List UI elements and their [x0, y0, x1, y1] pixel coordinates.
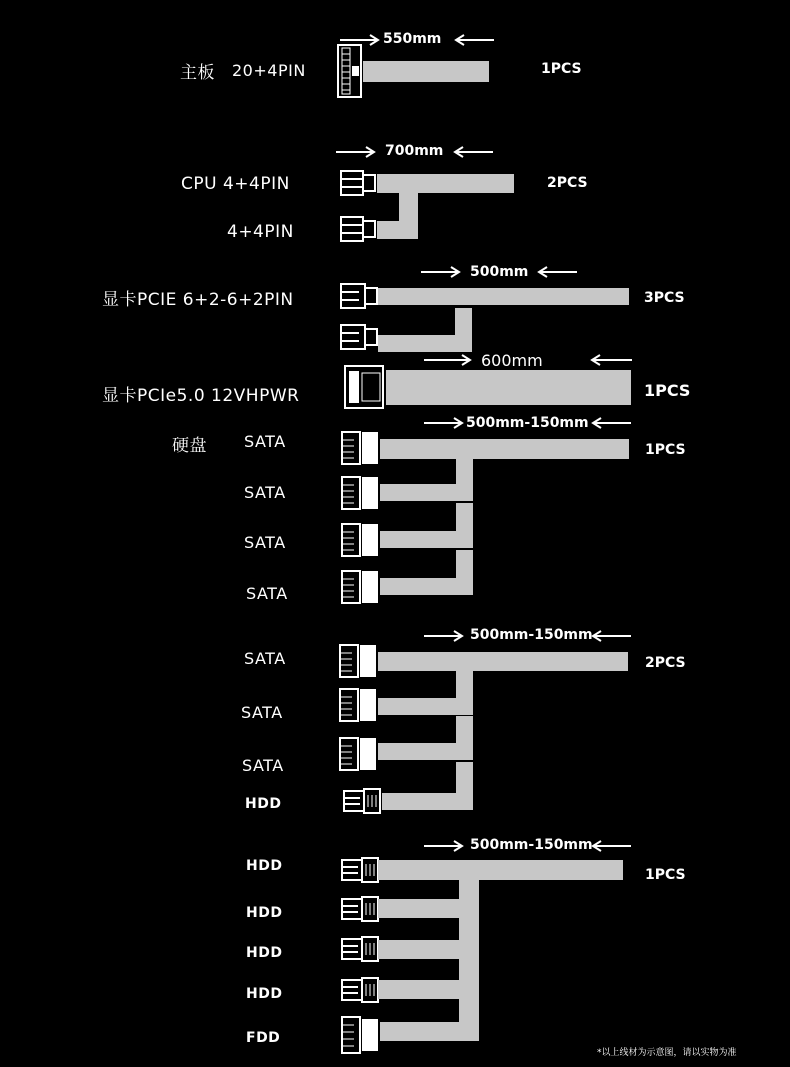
hdd-label: HDD — [246, 986, 283, 1002]
sata2-length: 500mm-150mm — [470, 627, 593, 643]
hdd-label: HDD — [246, 905, 283, 921]
sata-label: SATA — [242, 756, 284, 775]
sata-connector-icon — [340, 475, 380, 511]
molex-connector-icon — [340, 895, 380, 923]
arrow-right-icon — [336, 146, 376, 158]
pcie-8pin-connector-icon — [339, 282, 379, 310]
arrow-right-icon — [424, 417, 464, 429]
sata1-length: 500mm-150mm — [466, 415, 589, 431]
hdd-length: 500mm-150mm — [470, 837, 593, 853]
fdd-cable — [380, 1022, 479, 1041]
hdd-label: HDD — [246, 858, 283, 874]
sata2-cable — [378, 698, 473, 715]
cpu-cable — [377, 174, 514, 193]
arrow-right-icon — [424, 840, 464, 852]
arrow-left-icon — [456, 34, 494, 46]
sata2-hdd-cable — [382, 793, 473, 810]
sata2-quantity: 2PCS — [645, 655, 686, 671]
fdd-label: FDD — [246, 1030, 281, 1046]
sata1-cable — [380, 578, 473, 595]
molex-connector-icon — [340, 935, 380, 963]
sata-label: SATA — [244, 483, 286, 502]
pcie-cable — [378, 288, 629, 305]
hdd-cable — [378, 899, 479, 918]
cpu-label: CPU 4+4PIN — [181, 174, 290, 194]
disclaimer-note: *以上线材为示意图，请以实物为准 — [597, 1048, 737, 1058]
hdd-cable — [378, 940, 479, 959]
pcie2-cable — [378, 335, 472, 352]
hdd-label: HDD — [245, 796, 282, 812]
cpu-8pin-connector-icon — [338, 168, 378, 198]
pcie-length: 500mm — [470, 264, 529, 280]
arrow-right-icon — [424, 354, 472, 366]
sata1-cable — [380, 484, 473, 501]
molex-connector-icon — [340, 856, 380, 884]
hdd-group-label: 硬盘 — [172, 436, 207, 456]
pcie-quantity: 3PCS — [644, 290, 685, 306]
arrow-left-icon — [593, 630, 631, 642]
sata1-cable — [380, 531, 473, 548]
fdd-connector-icon — [340, 1015, 382, 1055]
sata1-cable — [380, 439, 629, 459]
12vhpwr-connector-icon — [344, 365, 386, 409]
sata-connector-icon — [340, 569, 380, 605]
cpu-length: 700mm — [385, 143, 444, 159]
arrow-left-icon — [455, 146, 493, 158]
arrow-right-icon — [421, 266, 461, 278]
pcie-label: 显卡PCIE 6+2-6+2PIN — [102, 290, 294, 310]
arrow-left-icon — [539, 266, 577, 278]
sata-connector-icon — [338, 643, 378, 679]
cpu2-cable — [377, 221, 417, 239]
molex-connector-icon — [340, 976, 380, 1004]
arrow-left-icon — [593, 840, 631, 852]
cpu-quantity: 2PCS — [547, 175, 588, 191]
mb-quantity: 1PCS — [541, 61, 582, 77]
pcie5-label: 显卡PCIe5.0 12VHPWR — [102, 386, 300, 406]
sata-label: SATA — [244, 649, 286, 668]
sata-label: SATA — [246, 584, 288, 603]
mb-cable — [363, 61, 489, 82]
hdd-cable — [378, 860, 623, 880]
sata2-cable — [378, 652, 628, 671]
sata2-cable — [378, 743, 473, 760]
cpu2-8pin-connector-icon — [338, 214, 378, 244]
arrow-left-icon — [593, 417, 631, 429]
arrow-left-icon — [592, 354, 632, 366]
mb-pin-label: 20+4PIN — [232, 61, 306, 80]
sata-connector-icon — [340, 522, 380, 558]
pcie5-cable — [386, 370, 631, 405]
pcie2-8pin-connector-icon — [339, 323, 379, 351]
arrow-right-icon — [424, 630, 464, 642]
hdd-label: HDD — [246, 945, 283, 961]
atx-24pin-connector-icon — [337, 44, 363, 98]
sata-label: SATA — [241, 703, 283, 722]
sata-label: SATA — [244, 432, 286, 451]
cpu2-label: 4+4PIN — [227, 222, 294, 242]
molex-connector-icon — [342, 787, 382, 815]
pcie5-quantity: 1PCS — [644, 381, 691, 400]
sata-connector-icon — [338, 736, 378, 772]
hdd-quantity: 1PCS — [645, 867, 686, 883]
mb-label: 主板 — [180, 63, 215, 83]
mb-length: 550mm — [383, 31, 442, 47]
sata-label: SATA — [244, 533, 286, 552]
sata-connector-icon — [338, 687, 378, 723]
hdd-cable — [378, 980, 479, 999]
pcie5-length: 600mm — [481, 351, 543, 370]
sata1-quantity: 1PCS — [645, 442, 686, 458]
arrow-right-icon — [340, 34, 380, 46]
sata-connector-icon — [340, 430, 380, 466]
